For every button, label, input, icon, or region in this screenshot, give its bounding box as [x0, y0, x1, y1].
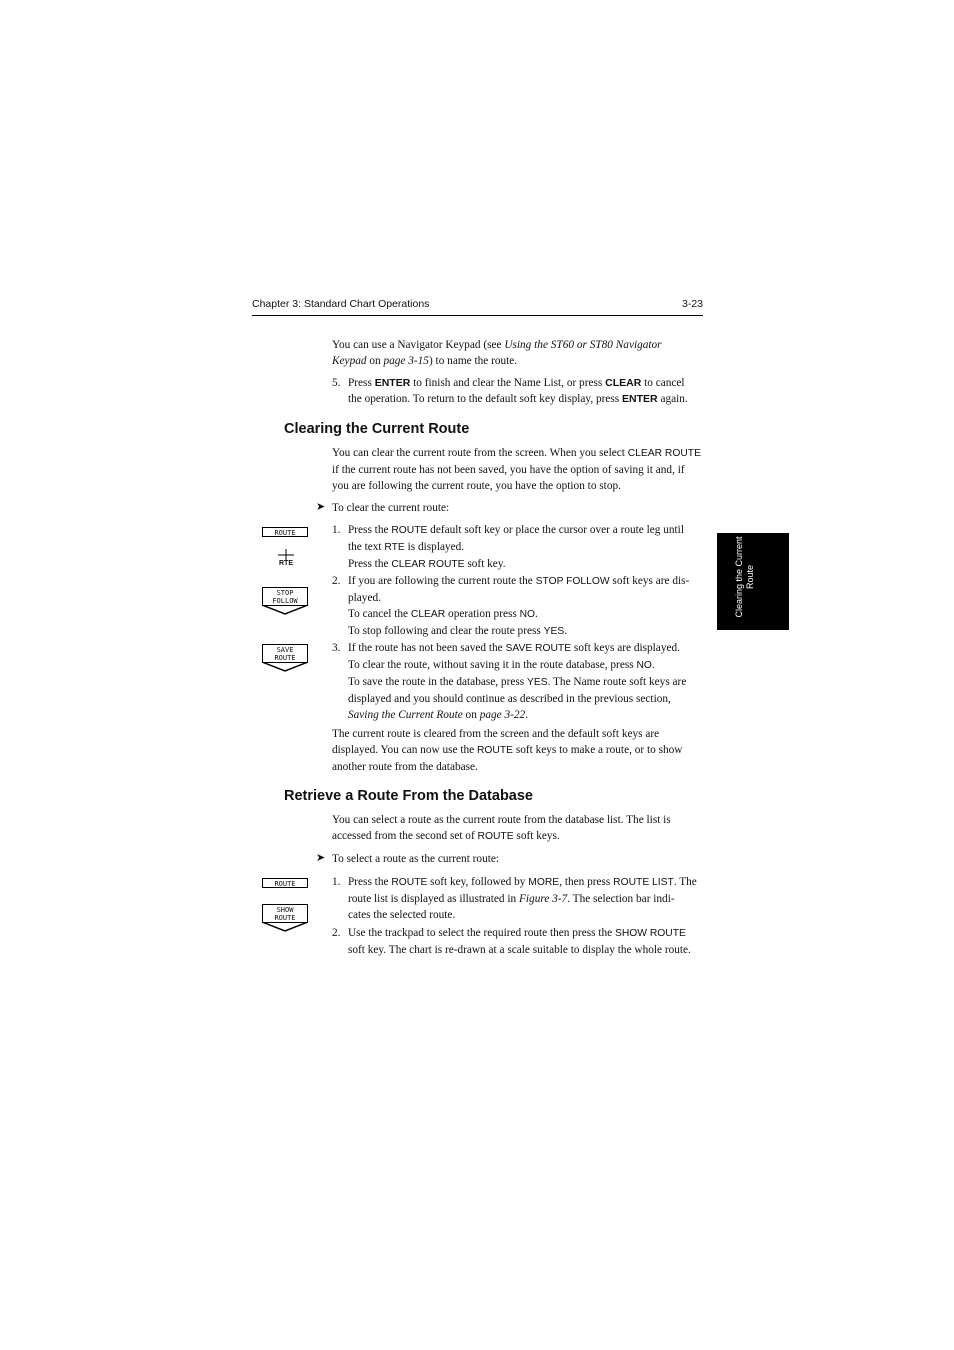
softkey-tail-icon [262, 922, 308, 932]
retrieve-step-1: Press the ROUTE soft key, followed by MORE, then press ROUTE LIST. The route list is displayed as illustrated in Figure 3-7. The selection bar indi- cates the selected route. [348, 876, 697, 921]
step-number: 5. [332, 377, 341, 389]
heading-retrieve-route: Retrieve a Route From the Database [284, 788, 533, 804]
stop-follow-softkey-icon: STOP FOLLOW [262, 587, 308, 606]
rte-label: RTE [279, 560, 293, 567]
chapter-header: Chapter 3: Standard Chart Operations [252, 298, 430, 310]
side-tab-line2: Route [745, 564, 755, 590]
step-5-text: Press ENTER to finish and clear the Name List, or press CLEAR to cancel the operation. To return to the default soft key display, press ENTER again. [348, 377, 688, 405]
retrieve-step-2: Use the trackpad to select the required route then press the SHOW ROUTE soft key. The chart is re-drawn at a scale suitable to display the whole route. [348, 927, 691, 956]
softkey-tail-icon [262, 662, 308, 672]
step-number: 3. [332, 642, 341, 654]
header-rule [252, 315, 703, 316]
clear-key-label: CLEAR [605, 377, 642, 389]
side-tab-line1: Clearing the Current [734, 536, 744, 618]
route-softkey-icon: ROUTE [262, 878, 308, 888]
section1-intro: You can clear the current route from the screen. When you select CLEAR ROUTE if the current route has not been saved, you have the option of saving it and, if you are following the current route, you have the option to stop. [332, 447, 701, 492]
enter-key-label: ENTER [374, 377, 411, 389]
clear-step-1: Press the ROUTE default soft key or place the cursor over a route leg until the text RTE is displayed. Press the CLEAR ROUTE soft key. [348, 524, 684, 570]
side-tab-label [734, 532, 756, 622]
section2-intro: You can select a route as the current route from the database list. The list is accessed from the second set of ROUTE soft keys. [332, 814, 671, 842]
procedure-arrow-icon: ➤ [316, 501, 326, 513]
clear-step-2: If you are following the current route the STOP FOLLOW soft keys are dis- played. To cancel the CLEAR operation press NO. To stop following and clear the route press YES. [348, 575, 690, 637]
intro-paragraph: You can use a Navigator Keypad (see Using the ST60 or ST80 Navigator Keypad on page 3-15) to name the route. [332, 339, 662, 367]
save-route-softkey-icon: SAVE ROUTE [262, 644, 308, 663]
show-route-softkey-icon: SHOW ROUTE [262, 904, 308, 923]
route-softkey-icon: ROUTE [262, 527, 308, 537]
section1-closing: The current route is cleared from the screen and the default soft keys are displayed. You can now use the ROUTE soft keys to make a route, or to show another route from the database. [332, 728, 683, 773]
heading-clearing-current-route: Clearing the Current Route [284, 421, 470, 437]
page-number: 3-23 [682, 298, 704, 310]
step-number: 2. [332, 927, 341, 939]
enter-key-label: ENTER [622, 393, 658, 405]
procedure-label: To clear the current route: [332, 502, 450, 514]
step-number: 1. [332, 524, 341, 536]
procedure-arrow-icon: ➤ [316, 852, 326, 864]
procedure-label: To select a route as the current route: [332, 853, 500, 865]
softkey-tail-icon [262, 605, 308, 615]
step-number: 2. [332, 575, 341, 587]
clear-step-3: If the route has not been saved the SAVE ROUTE soft keys are displayed. To clear the route, without saving it in the route database, press NO. To save the route in the database, press YES. The Name route soft keys are displayed and you should continue as described in the previous section, Saving the Current Route on page 3-22. [348, 642, 687, 721]
step-number: 1. [332, 876, 341, 888]
